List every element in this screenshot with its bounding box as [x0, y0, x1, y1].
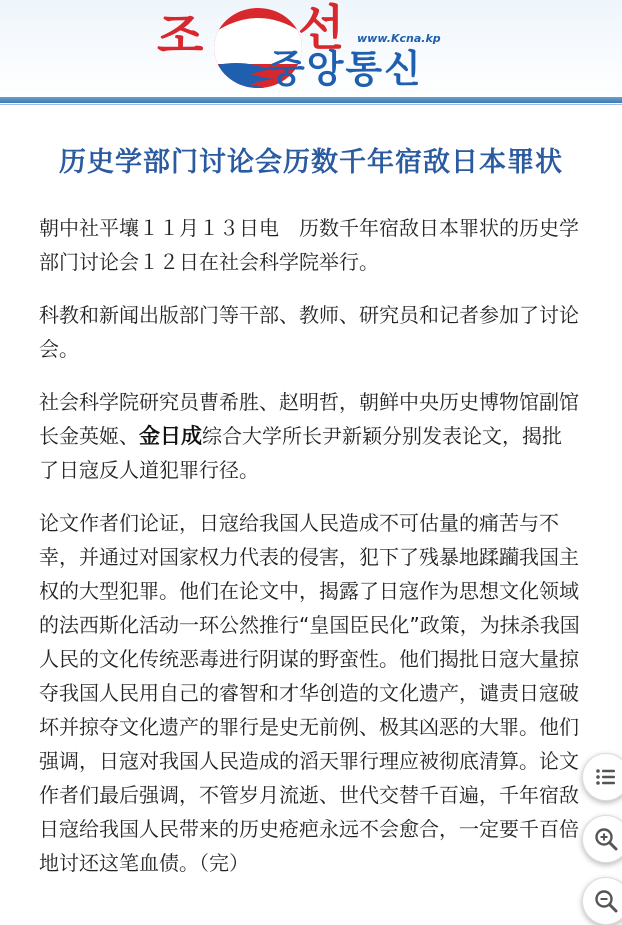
paragraph-line: 权的大型犯罪。他们在论文中，揭露了日寇作为思想文化领域 — [39, 579, 579, 603]
kcna-header — [0, 0, 622, 97]
header-divider — [0, 97, 622, 103]
paragraph-line: 夺我国人民用自己的睿智和才华创造的文化遗产，谴责日寇破 — [39, 681, 579, 705]
paragraph-line: 的法西斯化活动一环公然推行“皇国臣民化”政策，为抹杀我国 — [39, 613, 580, 637]
article-paragraph-3 — [39, 385, 599, 487]
paragraph-line: 部门讨论会１２日在社会科学院举行。 — [39, 250, 379, 274]
paragraph-line: 了日寇反人道犯罪行径。 — [39, 458, 259, 482]
list-icon — [593, 764, 619, 790]
paragraph-line: 坏并掠夺文化遗产的罪行是史无前例、极其凶恶的大罪。他们 — [39, 715, 579, 739]
paragraph-line-mixed — [39, 419, 599, 453]
paragraph-line: 论文作者们论证，日寇给我国人民造成不可估量的痛苦与不 — [39, 511, 559, 535]
highlighted-name: 金日成 — [139, 424, 202, 448]
paragraph-line: 日寇给我国人民带来的历史疮疤永远不会愈合，一定要千百倍 — [39, 817, 579, 841]
paragraph-text: 综合大学所长尹新颖分别发表论文，揭批 — [202, 424, 562, 448]
paragraph-line: 人民的文化传统恶毒进行阴谋的野蛮性。他们揭批日寇大量掠 — [39, 647, 579, 671]
logo-subtitle: 중앙통신 — [268, 47, 423, 91]
zoom-in-icon — [593, 826, 619, 852]
zoom-out-icon — [593, 888, 619, 914]
paragraph-line: 会。 — [39, 337, 79, 361]
zoom-in-button[interactable] — [582, 815, 622, 863]
toc-list-button[interactable] — [582, 753, 622, 801]
kcna-url: www.Kcna.kp — [357, 32, 441, 45]
zoom-out-button[interactable] — [582, 877, 622, 925]
paragraph-line: 社会科学院研究员曹希胜、赵明哲，朝鲜中央历史博物馆副馆 — [39, 390, 579, 414]
paragraph-line: 作者们最后强调，不管岁月流逝、世代交替千百遍，千年宿敌 — [39, 783, 579, 807]
paragraph-text: 长金英姬、 — [39, 424, 139, 448]
paragraph-line: 幸，并通过对国家权力代表的侵害，犯下了残暴地蹂躏我国主 — [39, 545, 579, 569]
paragraph-line: 强调，日寇对我国人民造成的滔天罪行理应被彻底清算。论文 — [39, 749, 579, 773]
header-divider-thin — [0, 104, 622, 105]
logo-char-jo: 조 — [157, 8, 204, 64]
paragraph-line: 地讨还这笔血债。（完） — [39, 851, 249, 875]
logo-char-seon: 선 — [298, 0, 345, 56]
paragraph-line: 科教和新闻出版部门等干部、教师、研究员和记者参加了讨论 — [39, 303, 579, 327]
paragraph-line: 朝中社平壤１１月１３日电 历数千年宿敌日本罪状的历史学 — [39, 216, 579, 240]
article-paragraph-1 — [39, 211, 599, 279]
article-title: 历史学部门讨论会历数千年宿敌日本罪状 — [59, 147, 563, 178]
article-paragraph-4 — [39, 506, 599, 880]
article-paragraph-2 — [39, 298, 599, 366]
